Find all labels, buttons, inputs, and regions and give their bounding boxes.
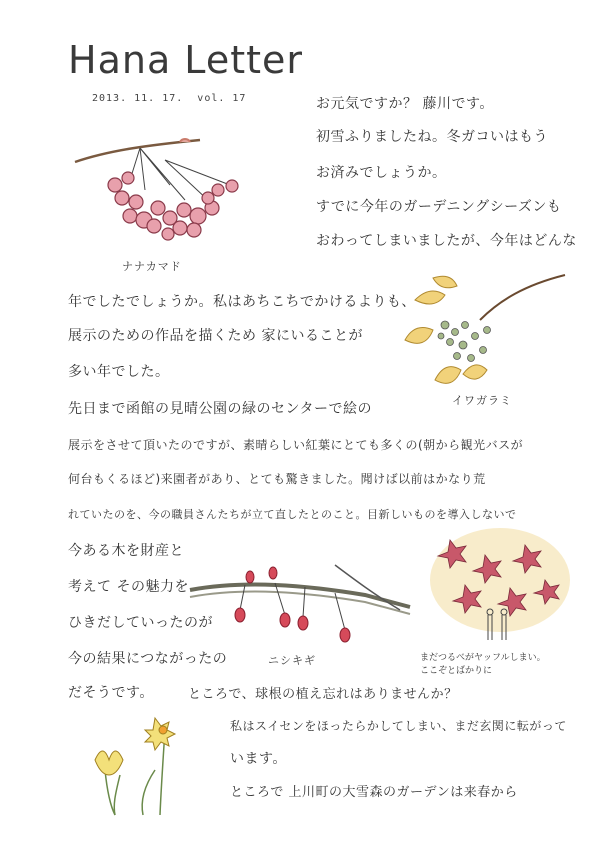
body-line: 考えて その魅力を bbox=[68, 579, 189, 595]
letter-title: Hana Letter bbox=[68, 38, 303, 82]
caption-nanakamado: ナナカマド bbox=[122, 260, 182, 273]
bulb-flowers-illustration bbox=[85, 710, 195, 820]
issue-date: 2013. 11. 17. vol. 17 bbox=[92, 93, 247, 104]
body-line: お元気ですか？ 藤川です。 bbox=[316, 96, 494, 112]
body-line: 年でしたでしょうか。私はあちこちでかけるよりも、 bbox=[68, 294, 416, 310]
body-line: 初雪ふりましたね。冬ガコいはもう bbox=[316, 129, 548, 145]
body-line: ところで、球根の植え忘れはありませんか？ bbox=[188, 687, 458, 702]
body-line: 多い年でした。 bbox=[68, 364, 170, 380]
maple-note-2: ここぞとばかりに bbox=[420, 666, 493, 676]
body-line: すでに今年のガーデニングシーズンも bbox=[316, 199, 562, 215]
body-line: ひきだしていったのが bbox=[68, 615, 213, 631]
body-line: お済みでしょうか。 bbox=[316, 165, 447, 181]
caption-iwagarami: イワガラミ bbox=[452, 394, 512, 407]
spindle-tree-illustration bbox=[185, 555, 415, 655]
maple-note-1: まだつるべがヤッフルしまい。 bbox=[420, 653, 546, 663]
hydrangea-illustration bbox=[405, 270, 575, 400]
body-line: 展示のための作品を描くため 家にいることが bbox=[68, 328, 363, 344]
body-line: 今の結果につながったの bbox=[68, 651, 228, 667]
body-line: 展示をさせて頂いたのですが、素晴らしい紅葉にとても多くの(朝から観光バスが bbox=[68, 438, 524, 452]
body-line: だそうです。 bbox=[68, 685, 154, 701]
body-line: 今ある木を財産と bbox=[68, 543, 184, 559]
rowan-berry-illustration bbox=[70, 130, 250, 260]
body-line: れていたのを、今の職員さんたちが立て直したとのこと。目新しいものを導入しないで bbox=[68, 508, 517, 521]
body-line: 先日まで函館の見晴公園の緑のセンターで絵の bbox=[68, 401, 372, 417]
body-line: います。 bbox=[230, 751, 287, 767]
body-line: 私はスイセンをほったらかしてしまい、まだ玄関に転がって bbox=[230, 719, 567, 733]
body-line: ところで 上川町の大雪森のガーデンは来春から bbox=[230, 785, 518, 800]
caption-nishikigi: ニシキギ bbox=[268, 654, 316, 667]
body-line: おわってしまいましたが、今年はどんな bbox=[316, 233, 577, 249]
body-line: 何台もくるほど)来園者があり、とても驚きました。聞けば以前はかなり荒 bbox=[68, 472, 486, 486]
maple-leaves-illustration bbox=[410, 520, 570, 650]
